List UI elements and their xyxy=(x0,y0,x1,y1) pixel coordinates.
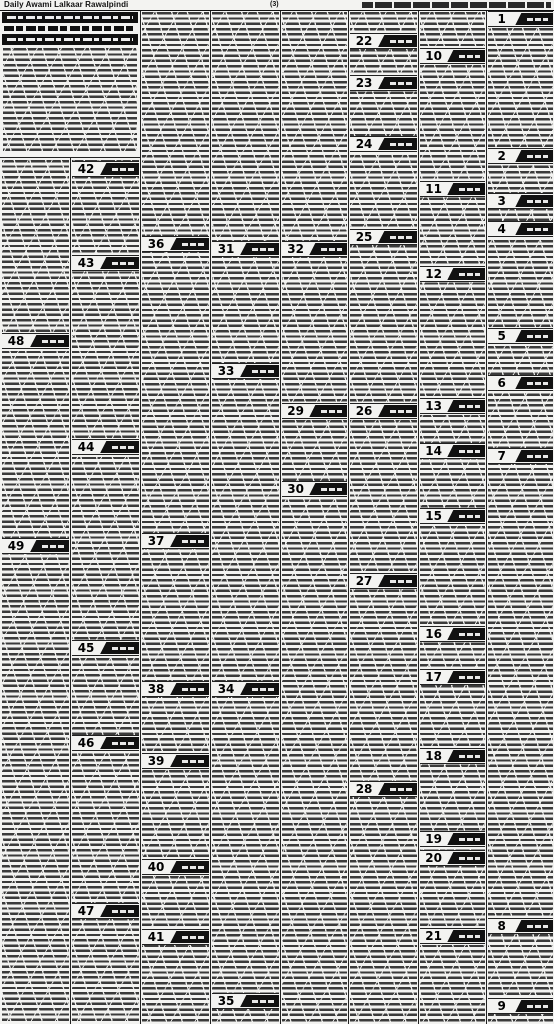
ad-label-flag xyxy=(447,183,485,195)
ad-label-flag xyxy=(447,268,485,280)
ad-header xyxy=(488,11,553,27)
ad-label-flag xyxy=(100,257,139,269)
ad-number: 23 xyxy=(355,76,373,90)
ad-number: 12 xyxy=(425,267,442,281)
ad-header xyxy=(420,831,485,847)
ad-label-flag xyxy=(378,783,417,795)
ad-label-flag xyxy=(170,535,209,547)
column-rule xyxy=(348,11,349,1024)
ad-header xyxy=(420,266,485,282)
ad-label-flag xyxy=(309,243,347,255)
ad-label-flag xyxy=(170,861,209,873)
ad-header xyxy=(350,136,417,152)
ad-number: 37 xyxy=(147,534,165,548)
ad-header xyxy=(488,193,553,209)
ad-header xyxy=(350,33,417,49)
ad-header xyxy=(72,255,139,271)
ad-label-flag xyxy=(515,330,553,342)
ad-label-flag xyxy=(100,737,139,749)
ad-number: 43 xyxy=(77,256,95,270)
ad-header xyxy=(488,918,553,934)
ad-number: 14 xyxy=(425,444,442,458)
ad-number: 4 xyxy=(497,222,506,236)
ad-label-flag xyxy=(515,13,553,25)
ad-header xyxy=(212,363,279,379)
ad-number: 3 xyxy=(497,194,506,208)
ad-label-flag xyxy=(515,195,553,207)
ad-number: 48 xyxy=(7,334,25,348)
ad-header xyxy=(282,481,347,497)
ad-number: 15 xyxy=(425,509,442,523)
ad-label-flag xyxy=(378,231,417,243)
ad-header xyxy=(72,161,139,177)
ad-header xyxy=(142,753,209,769)
ad-header xyxy=(420,626,485,642)
ad-header xyxy=(2,538,69,554)
ad-header xyxy=(350,781,417,797)
ad-number: 27 xyxy=(355,574,373,588)
ad-header xyxy=(488,375,553,391)
ad-number: 41 xyxy=(147,930,165,944)
ad-number: 8 xyxy=(497,919,506,933)
ad-header xyxy=(420,850,485,866)
ad-header xyxy=(420,928,485,944)
ad-label-flag xyxy=(447,400,485,412)
urdu-dateline xyxy=(362,2,551,8)
ad-number: 34 xyxy=(217,682,235,696)
ad-label-flag xyxy=(447,445,485,457)
ad-number: 46 xyxy=(77,736,95,750)
ad-label-flag xyxy=(447,852,485,864)
ad-header xyxy=(142,929,209,945)
ad-label-flag xyxy=(378,575,417,587)
ad-header xyxy=(72,735,139,751)
ad-number: 2 xyxy=(497,149,506,163)
ad-header xyxy=(142,236,209,252)
ad-header xyxy=(488,221,553,237)
ad-header xyxy=(2,333,69,349)
ad-number: 49 xyxy=(7,539,25,553)
newspaper-title: Daily Awami Lalkaar Rawalpindi xyxy=(4,0,129,9)
ad-header xyxy=(488,148,553,164)
ad-number: 47 xyxy=(77,904,95,918)
ad-label-flag xyxy=(378,77,417,89)
ad-header xyxy=(420,48,485,64)
ad-label-flag xyxy=(170,238,209,250)
ad-number: 6 xyxy=(497,376,506,390)
ad-label-flag xyxy=(100,905,139,917)
ad-number: 5 xyxy=(497,329,506,343)
text-column-h xyxy=(2,160,69,1022)
ad-header xyxy=(488,448,553,464)
ad-header xyxy=(420,443,485,459)
column-rule xyxy=(486,11,487,1024)
ad-number: 11 xyxy=(425,182,442,196)
ad-header xyxy=(212,681,279,697)
ad-number: 13 xyxy=(425,399,442,413)
ad-label-flag xyxy=(240,683,279,695)
ad-header xyxy=(282,403,347,419)
ad-number: 30 xyxy=(287,482,304,496)
column-rule xyxy=(140,11,141,1024)
ad-number: 25 xyxy=(355,230,373,244)
ad-number: 1 xyxy=(497,12,506,26)
column-rule xyxy=(418,11,419,1024)
ad-label-flag xyxy=(378,405,417,417)
text-column-c xyxy=(350,12,417,1022)
text-column-d xyxy=(282,12,347,1022)
ad-header xyxy=(350,403,417,419)
ad-label-flag xyxy=(515,450,553,462)
ad-label-flag xyxy=(447,750,485,762)
ad-number: 44 xyxy=(77,440,95,454)
ad-label-flag xyxy=(447,833,485,845)
ad-header xyxy=(72,439,139,455)
ad-number: 10 xyxy=(425,49,442,63)
ad-label-flag xyxy=(447,510,485,522)
ad-header xyxy=(142,859,209,875)
ad-label-flag xyxy=(240,243,279,255)
ad-label-flag xyxy=(447,628,485,640)
notice-banner xyxy=(2,34,138,45)
ad-header xyxy=(350,573,417,589)
ad-header xyxy=(282,241,347,257)
ad-label-flag xyxy=(100,163,139,175)
ad-header xyxy=(212,241,279,257)
ad-number: 28 xyxy=(355,782,373,796)
ad-header xyxy=(420,748,485,764)
ad-number: 18 xyxy=(425,749,442,763)
ad-header xyxy=(142,681,209,697)
ad-label-flag xyxy=(515,377,553,389)
ad-number: 33 xyxy=(217,364,235,378)
ad-label-flag xyxy=(240,995,279,1007)
ad-label-flag xyxy=(170,755,209,767)
ad-number: 42 xyxy=(77,162,95,176)
text-column-e xyxy=(212,12,279,1022)
ad-label-flag xyxy=(170,683,209,695)
ad-label-flag xyxy=(447,930,485,942)
ad-label-flag xyxy=(447,671,485,683)
ad-number: 32 xyxy=(287,242,304,256)
ad-label-flag xyxy=(378,138,417,150)
ad-label-flag xyxy=(378,35,417,47)
ad-label-flag xyxy=(170,931,209,943)
ad-number: 22 xyxy=(355,34,373,48)
notice-body xyxy=(3,48,137,154)
ad-header xyxy=(72,640,139,656)
ad-label-flag xyxy=(309,483,347,495)
ad-label-flag xyxy=(515,920,553,932)
ad-header xyxy=(420,508,485,524)
ad-label-flag xyxy=(100,642,139,654)
ad-header xyxy=(420,669,485,685)
ad-label-flag xyxy=(309,405,347,417)
ad-label-flag xyxy=(100,441,139,453)
text-column-g xyxy=(72,160,139,1022)
ad-number: 29 xyxy=(287,404,304,418)
ad-header xyxy=(142,533,209,549)
ad-number: 7 xyxy=(497,449,506,463)
ad-header xyxy=(72,903,139,919)
ad-label-flag xyxy=(515,150,553,162)
ad-label-flag xyxy=(447,50,485,62)
ad-number: 40 xyxy=(147,860,165,874)
ad-number: 19 xyxy=(425,832,442,846)
ad-number: 24 xyxy=(355,137,373,151)
ad-label-flag xyxy=(240,365,279,377)
ad-number: 20 xyxy=(425,851,442,865)
ad-label-flag xyxy=(515,1000,553,1012)
ad-number: 16 xyxy=(425,627,442,641)
ad-number: 38 xyxy=(147,682,165,696)
ad-label-flag xyxy=(30,335,69,347)
ad-number: 45 xyxy=(77,641,95,655)
notice-subheading xyxy=(4,26,136,31)
ad-number: 21 xyxy=(425,929,442,943)
ad-number: 35 xyxy=(217,994,235,1008)
page-number: (3) xyxy=(270,1,279,8)
notice-banner xyxy=(2,12,138,23)
ad-header xyxy=(212,993,279,1009)
ad-number: 26 xyxy=(355,404,373,418)
ad-header xyxy=(420,181,485,197)
column-rule xyxy=(210,11,211,1024)
ad-label-flag xyxy=(30,540,69,552)
ad-number: 31 xyxy=(217,242,235,256)
ad-number: 17 xyxy=(425,670,442,684)
ad-label-flag xyxy=(515,223,553,235)
page-header xyxy=(0,0,554,11)
ad-header xyxy=(350,229,417,245)
column-rule xyxy=(280,11,281,1024)
ad-number: 9 xyxy=(497,999,506,1013)
ad-number: 36 xyxy=(147,237,165,251)
ad-number: 39 xyxy=(147,754,165,768)
ad-header xyxy=(350,75,417,91)
ad-header xyxy=(488,328,553,344)
ad-header xyxy=(420,398,485,414)
ad-header xyxy=(488,998,553,1014)
column-rule xyxy=(70,157,71,1024)
